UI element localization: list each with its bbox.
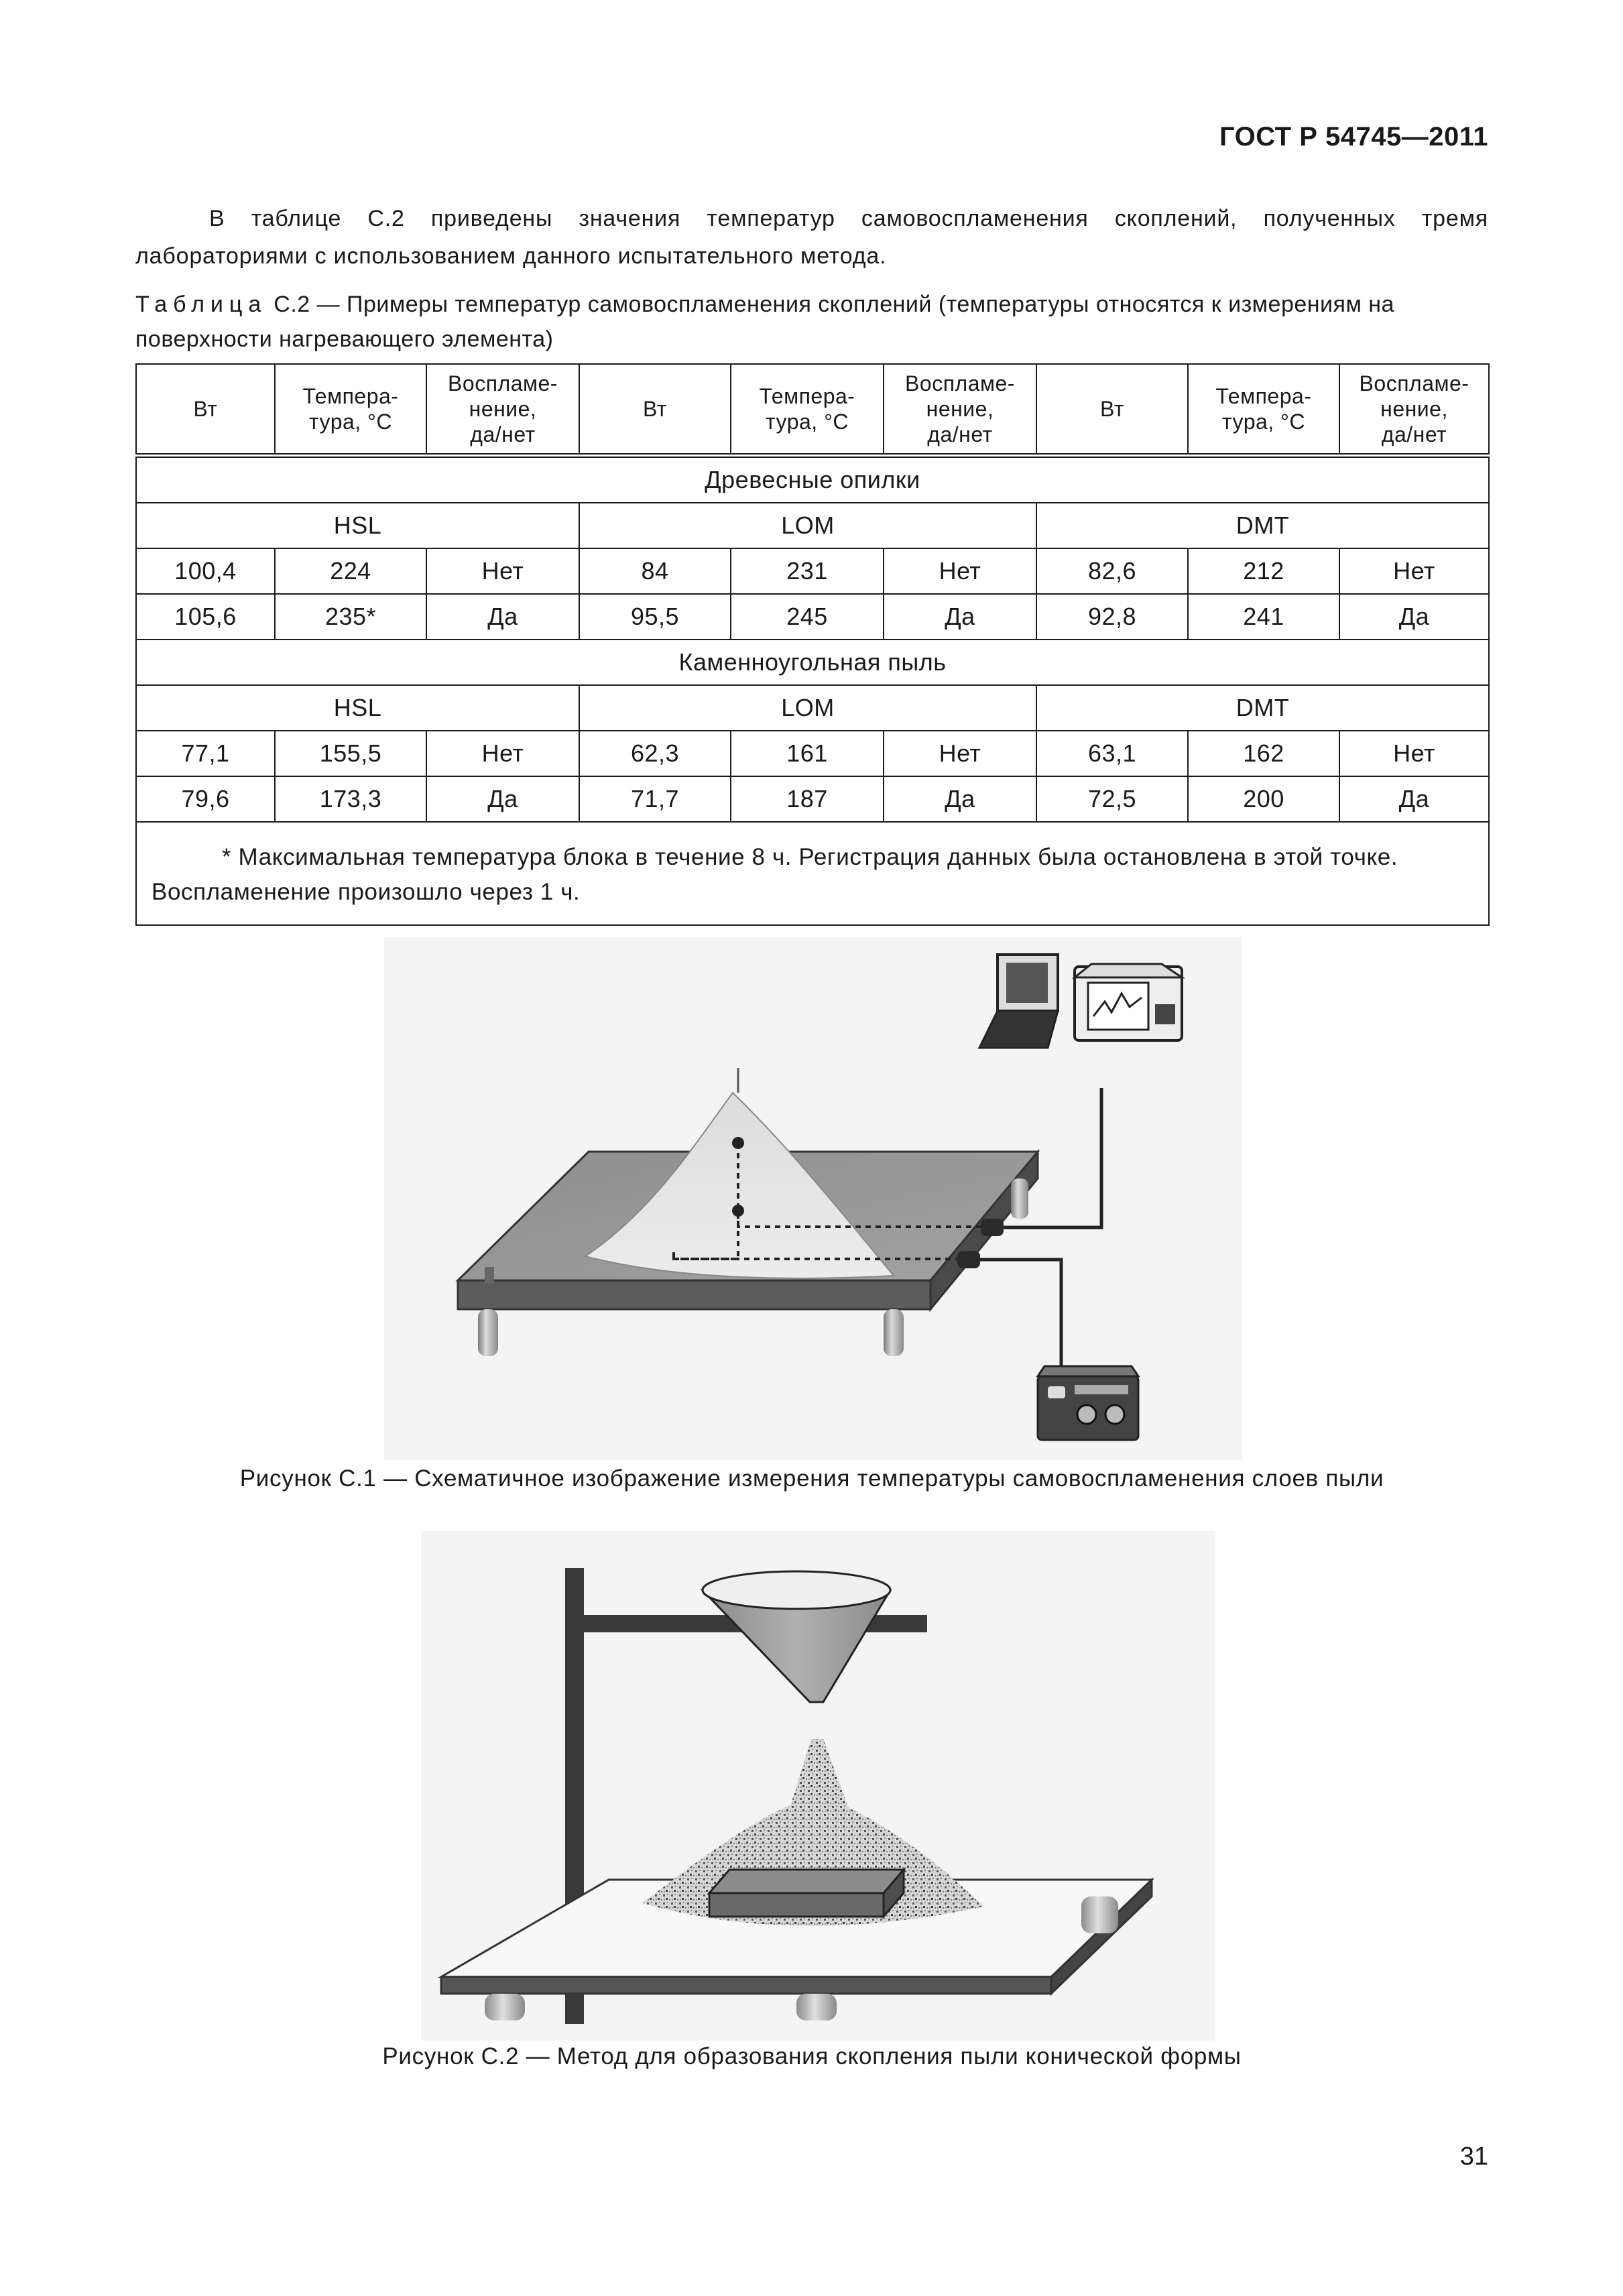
table-cell: Да [426, 594, 579, 640]
table-cell: 105,6 [136, 594, 275, 640]
plate-leg [796, 1994, 837, 2020]
lab-row [136, 685, 1489, 731]
table-cell: Да [1339, 594, 1489, 640]
lab-name: LOM [579, 685, 1036, 731]
table-row [136, 776, 1489, 822]
header-cell: Вт [136, 364, 275, 456]
lab-name: HSL [136, 503, 579, 548]
table-caption-label: Таблица [135, 292, 267, 317]
table-caption-text: С.2 — Примеры температур самовоспламенения скоплений (температуры относятся к измерениям на поверхности нагревающего элемента) [135, 292, 1394, 352]
intro-paragraph: В таблице С.2 приведены значения температур самовоспламенения скоплений, полученных тремя лабораториями с использованием данного испытательного метода. [135, 206, 1488, 269]
table-cell: 62,3 [579, 731, 731, 776]
table-cell: 241 [1188, 594, 1339, 640]
table-cell: 84 [579, 548, 731, 594]
table-cell: Нет [884, 731, 1036, 776]
table-cell: 77,1 [136, 731, 275, 776]
section-title: Каменноугольная пыль [136, 640, 1489, 685]
table-cell: Да [1339, 776, 1489, 822]
plate-leg [485, 1994, 525, 2020]
figure-c1-illustration [384, 937, 1242, 1460]
table-cell: 79,6 [136, 776, 275, 822]
table-cell: 82,6 [1036, 548, 1188, 594]
page-number: 31 [1459, 2142, 1488, 2171]
table-cell: Нет [426, 731, 579, 776]
table-cell: 100,4 [136, 548, 275, 594]
figure-c2-caption: Рисунок С.2 — Метод для образования скопления пыли конической формы [382, 2043, 1242, 2069]
table-cell: Нет [1339, 731, 1489, 776]
table-cell: Нет [426, 548, 579, 594]
lab-row [136, 503, 1489, 548]
table-cell: 231 [731, 548, 884, 594]
plate-leg [1011, 1179, 1028, 1219]
section-title: Древесные опилки [136, 456, 1489, 503]
footnote-row [136, 822, 1489, 925]
table-row [136, 731, 1489, 776]
lab-name: LOM [579, 503, 1036, 548]
table-cell: 92,8 [1036, 594, 1188, 640]
figure-c2-illustration [421, 1531, 1215, 2041]
table-cell: 72,5 [1036, 776, 1188, 822]
header-cell: Вт [579, 364, 731, 456]
figure-c1-caption: Рисунок С.1 — Схематичное изображение измерения температуры самовоспламенения слоев пыли [239, 1465, 1384, 1492]
table-cell: Да [426, 776, 579, 822]
table-cell: Нет [884, 548, 1036, 594]
lab-name: DMT [1036, 685, 1489, 731]
table-cell: 200 [1188, 776, 1339, 822]
table-cell: 173,3 [275, 776, 426, 822]
table-cell: 212 [1188, 548, 1339, 594]
header-cell: Темпера- тура, °С [731, 364, 884, 456]
table-row [136, 594, 1489, 640]
standard-number: ГОСТ Р 54745—2011 [1219, 122, 1488, 152]
header-cell: Воспламе- нение, да/нет [884, 364, 1036, 456]
chart-recorder-icon [1075, 964, 1182, 1040]
table-cell: 235* [275, 594, 426, 640]
table-cell: Да [884, 594, 1036, 640]
table-cell: 71,7 [579, 776, 731, 822]
table-cell: 245 [731, 594, 884, 640]
section-title-row [136, 456, 1489, 503]
table-row [136, 548, 1489, 594]
table-cell: 161 [731, 731, 884, 776]
header-cell: Темпера- тура, °С [1188, 364, 1339, 456]
table-cell: 187 [731, 776, 884, 822]
table-cell: Да [884, 776, 1036, 822]
header-cell: Воспламе- нение, да/нет [426, 364, 579, 456]
plate-leg [478, 1309, 498, 1356]
heated-block [709, 1870, 904, 1917]
table-cell: 95,5 [579, 594, 731, 640]
table-footnote: * Максимальная температура блока в течение 8 ч. Регистрация данных была остановлена в этой точке. Воспламенение произошло через 1 ч. [136, 822, 1489, 925]
ignition-temperature-table [135, 363, 1490, 926]
section-title-row [136, 640, 1489, 685]
plate-leg [485, 1267, 494, 1283]
plate-leg [1081, 1896, 1118, 1933]
table-cell: 63,1 [1036, 731, 1188, 776]
table-cell: 224 [275, 548, 426, 594]
lab-name: DMT [1036, 503, 1489, 548]
header-cell: Вт [1036, 364, 1188, 456]
table-caption [135, 287, 1488, 357]
controller-icon [1038, 1366, 1138, 1440]
table-header-row [136, 364, 1489, 456]
table-cell: 155,5 [275, 731, 426, 776]
header-cell: Воспламе- нение, да/нет [1339, 364, 1489, 456]
lab-name: HSL [136, 685, 579, 731]
header-cell: Темпера- тура, °С [275, 364, 426, 456]
table-cell: 162 [1188, 731, 1339, 776]
table-cell: Нет [1339, 548, 1489, 594]
plate-leg [884, 1309, 904, 1356]
